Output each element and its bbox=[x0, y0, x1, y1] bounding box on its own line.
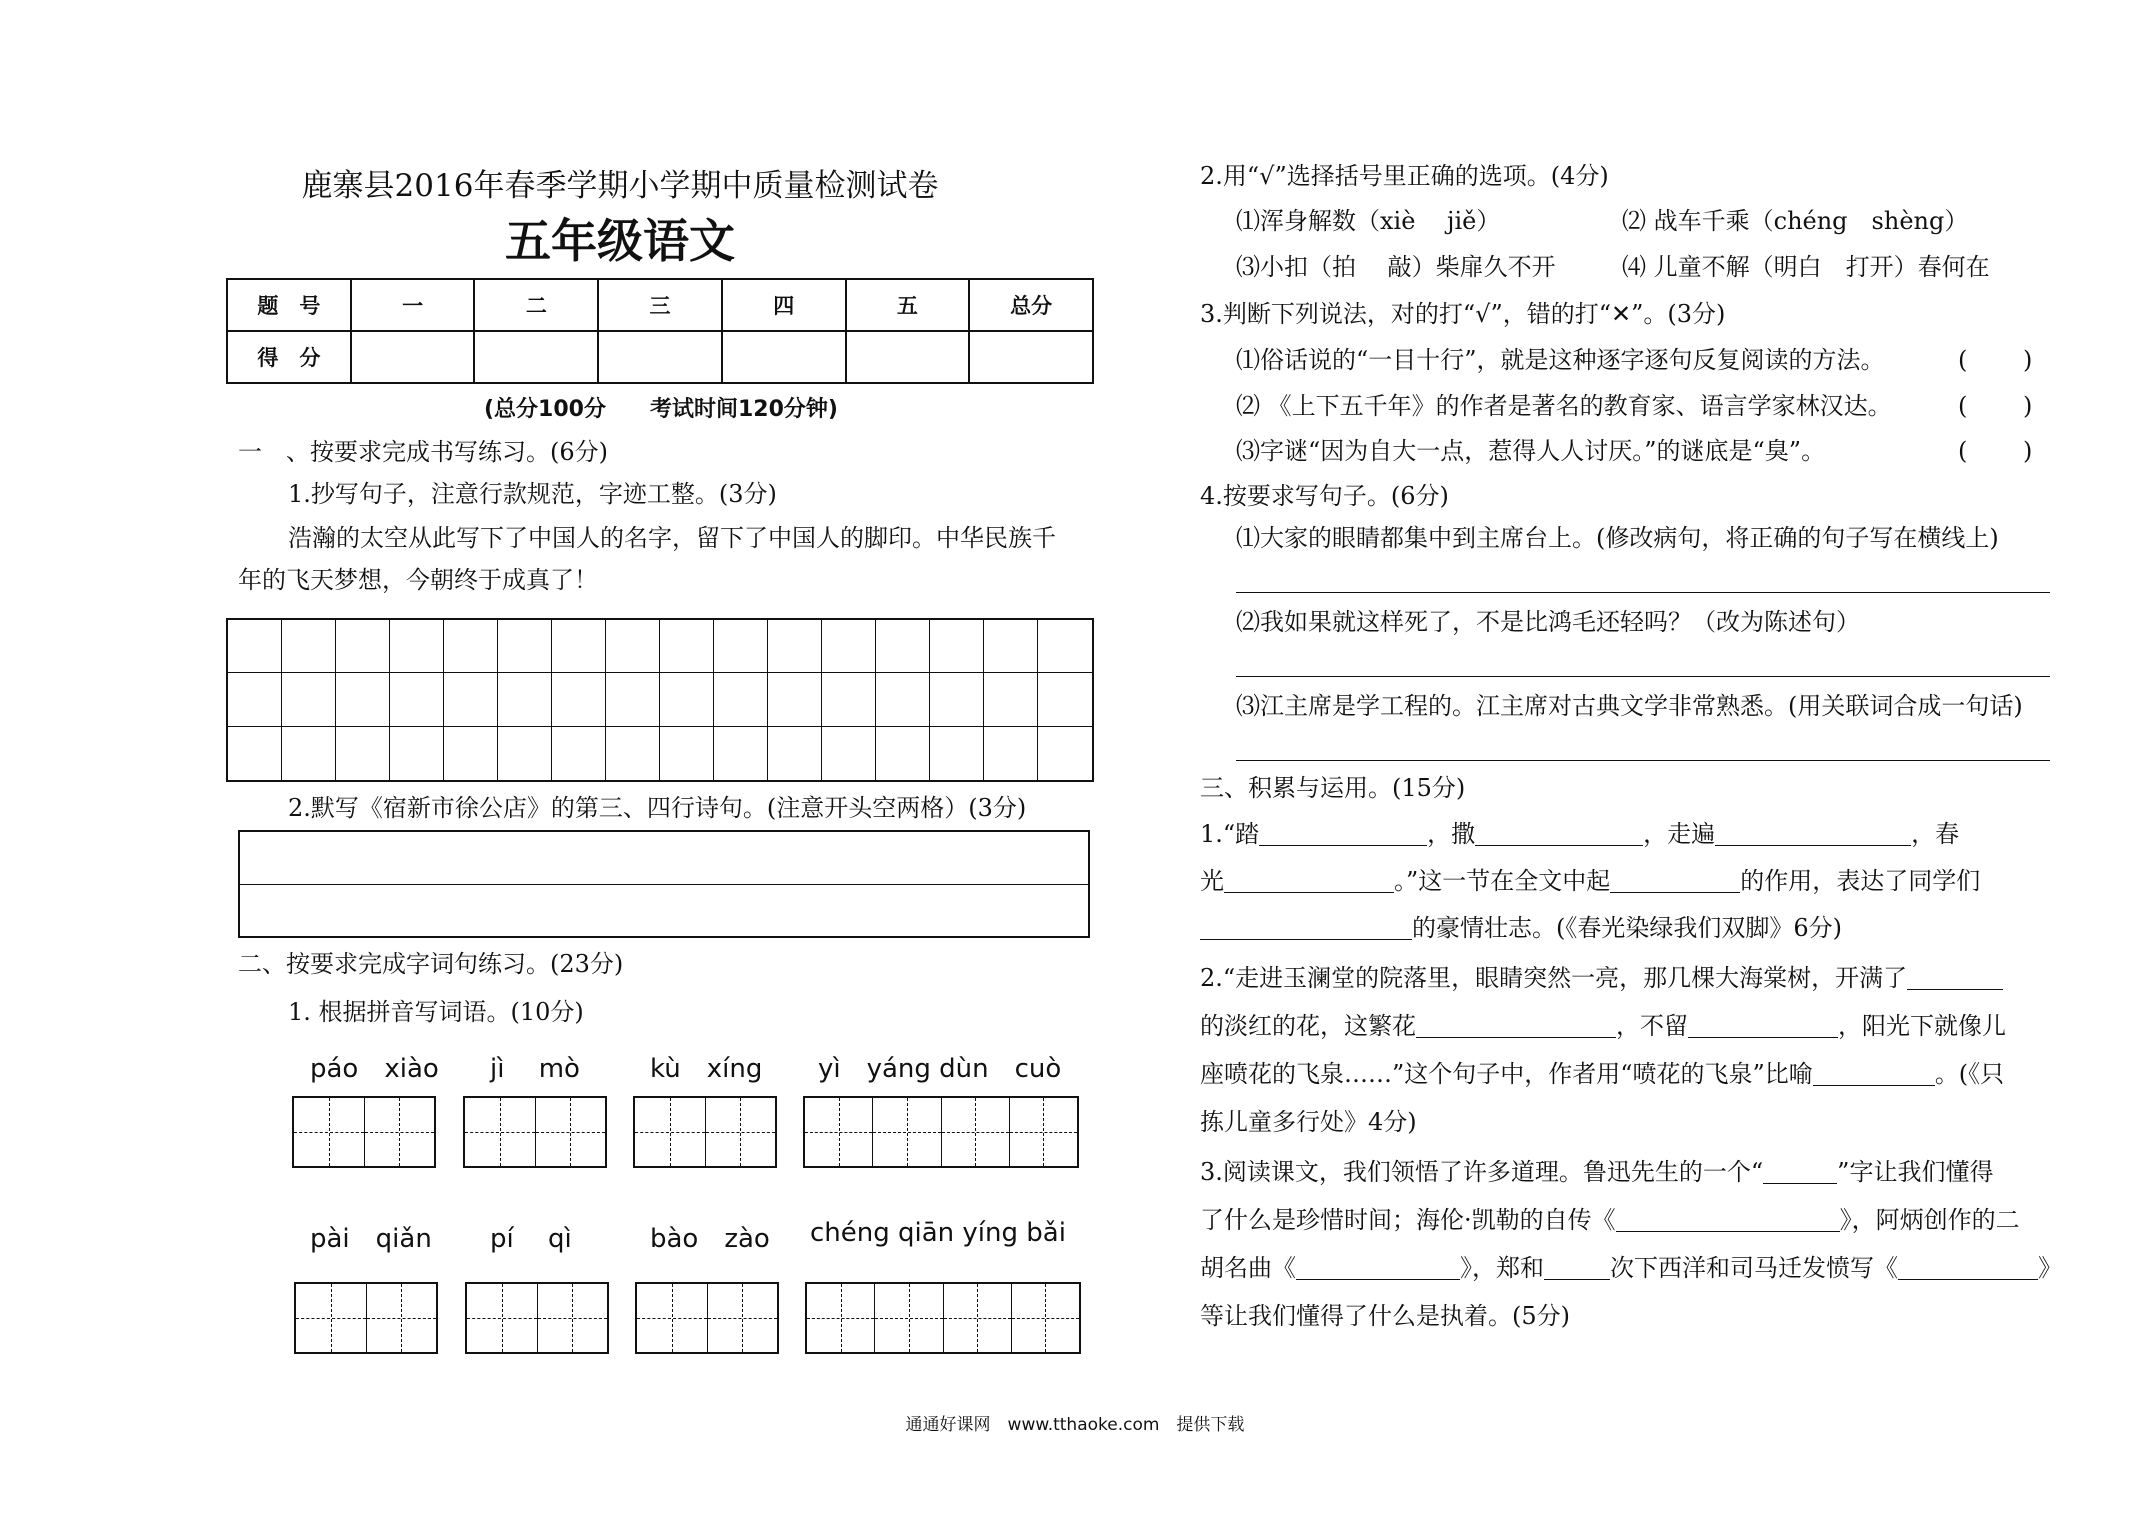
exam-title: 鹿寨县2016年春季学期小学期中质量检测试卷 bbox=[301, 168, 939, 204]
fill-text: 。(《只 bbox=[1934, 1060, 2005, 1088]
pinyin-label: bào zào bbox=[650, 1224, 770, 1254]
section-1-title: 一 、按要求完成书写练习。(6分) bbox=[238, 438, 608, 466]
question-text: 3.判断下列说法，对的打“√”，错的打“✕”。(3分) bbox=[1200, 300, 1726, 328]
blank[interactable] bbox=[1688, 1014, 1838, 1038]
blank[interactable] bbox=[1416, 1014, 1616, 1038]
score-label: 得 分 bbox=[227, 331, 351, 383]
fill-line: 等让我们懂得了什么是执着。(5分) bbox=[1200, 1302, 1570, 1330]
section-3-title: 三、积累与运用。(15分) bbox=[1200, 774, 1466, 802]
fill-text: 3.阅读课文，我们领悟了许多道理。鲁迅先生的一个“ bbox=[1200, 1158, 1764, 1186]
score-cell: 三 bbox=[598, 279, 722, 331]
fill-text: 1.“踏 bbox=[1200, 820, 1260, 848]
score-input-cell[interactable] bbox=[722, 331, 846, 383]
answer-line[interactable] bbox=[1236, 676, 2050, 677]
fill-text: 的豪情壮志。(《春光染绿我们双脚》6分) bbox=[1412, 914, 1842, 942]
exam-subtitle: 五年级语文 bbox=[505, 214, 735, 268]
fill-text: ，走遍 bbox=[1643, 820, 1716, 848]
score-cell: 总分 bbox=[969, 279, 1093, 331]
score-table-score-row bbox=[227, 331, 1093, 383]
judge-item: ⑴俗话说的“一目十行”，就是这种逐字逐句反复阅读的方法。 bbox=[1236, 346, 1885, 374]
pinyin-label: pí qì bbox=[490, 1224, 572, 1254]
fill-text: ，撒 bbox=[1427, 820, 1476, 848]
tianzi-box[interactable] bbox=[463, 1096, 607, 1168]
fill-text: 了什么是珍惜时间；海伦·凯勒的自传《 bbox=[1200, 1206, 1616, 1234]
tianzi-box[interactable] bbox=[465, 1282, 609, 1354]
pinyin-label: chéng qiān yíng bǎi bbox=[810, 1218, 1066, 1248]
blank[interactable] bbox=[1907, 966, 2003, 990]
fill-line bbox=[1200, 1010, 2006, 1042]
fill-text: 2.“走进玉澜堂的院落里，眼睛突然一亮，那几棵大海棠树，开满了 bbox=[1200, 964, 1908, 992]
tianzi-box[interactable] bbox=[803, 1096, 1079, 1168]
fill-text: 》，阿炳创作的二 bbox=[1839, 1206, 2020, 1234]
score-input-cell[interactable] bbox=[474, 331, 598, 383]
writing-grid[interactable] bbox=[226, 618, 1094, 782]
score-table bbox=[226, 278, 1094, 384]
judge-paren[interactable]: ( ) bbox=[1958, 437, 2033, 465]
blank[interactable] bbox=[1544, 1256, 1610, 1280]
fill-text: 。”这一节在全文中起 bbox=[1394, 867, 1611, 895]
fill-line bbox=[1200, 1058, 2004, 1090]
blank[interactable] bbox=[1200, 916, 1412, 940]
copy-sentence: 浩瀚的太空从此写下了中国人的名字，留下了中国人的脚印。中华民族千 bbox=[288, 524, 1056, 552]
fill-line bbox=[1200, 1156, 1993, 1188]
fill-text: 的作用，表达了同学们 bbox=[1740, 867, 1981, 895]
option-text: ⑶小扣（拍 敲）柴扉久不开 bbox=[1236, 253, 1556, 281]
fill-text: 》 bbox=[2038, 1254, 2062, 1282]
score-table-header-row bbox=[227, 279, 1093, 331]
fill-line bbox=[1200, 865, 1980, 897]
fill-line bbox=[1200, 818, 1959, 850]
sentence-item: ⑶江主席是学工程的。江主席对古典文学非常熟悉。(用关联词合成一句话) bbox=[1236, 692, 2023, 720]
judge-item: ⑵ 《上下五千年》的作者是著名的教育家、语言学家林汉达。 bbox=[1236, 392, 1892, 420]
blank[interactable] bbox=[1813, 1062, 1935, 1086]
score-input-cell[interactable] bbox=[351, 331, 475, 383]
copy-sentence: 年的飞天梦想，今朝终于成真了！ bbox=[238, 566, 598, 594]
question-text: 1. 根据拼音写词语。(10分) bbox=[288, 998, 584, 1026]
sentence-item: ⑴大家的眼睛都集中到主席台上。(修改病句，将正确的句子写在横线上) bbox=[1236, 524, 1999, 552]
blank[interactable] bbox=[1763, 1160, 1837, 1184]
blank[interactable] bbox=[1475, 822, 1643, 846]
blank[interactable] bbox=[1259, 822, 1427, 846]
tianzi-box[interactable] bbox=[805, 1282, 1081, 1354]
section-2-title: 二、按要求完成字词句练习。(23分) bbox=[238, 950, 624, 978]
judge-item: ⑶字谜“因为自大一点，惹得人人讨厌。”的谜底是“臭”。 bbox=[1236, 437, 1826, 465]
tianzi-box[interactable] bbox=[294, 1282, 438, 1354]
blank[interactable] bbox=[1224, 869, 1394, 893]
score-input-cell[interactable] bbox=[598, 331, 722, 383]
judge-paren[interactable]: ( ) bbox=[1958, 346, 2033, 374]
poem-answer-box[interactable] bbox=[238, 830, 1090, 938]
fill-text: 的淡红的花，这繁花 bbox=[1200, 1012, 1416, 1040]
fill-line bbox=[1200, 1252, 2062, 1284]
question-text: 2.用“√”选择括号里正确的选项。(4分) bbox=[1200, 162, 1609, 190]
option-text: ⑵ 战车千乘（chéng shèng） bbox=[1622, 207, 1969, 235]
question-text: 4.按要求写句子。(6分) bbox=[1200, 482, 1449, 510]
fill-line: 拣儿童多行处》4分) bbox=[1200, 1108, 1417, 1136]
footer-credit: 通通好课网 www.tthaoke.com 提供下载 bbox=[905, 1415, 1245, 1435]
blank[interactable] bbox=[1715, 822, 1911, 846]
tianzi-box[interactable] bbox=[633, 1096, 777, 1168]
exam-info: (总分100分 考试时间120分钟) bbox=[484, 397, 838, 422]
fill-text: ，不留 bbox=[1616, 1012, 1688, 1040]
score-cell: 四 bbox=[722, 279, 846, 331]
pinyin-label: páo xiào bbox=[310, 1054, 439, 1084]
fill-text: ，阳光下就像儿 bbox=[1838, 1012, 2006, 1040]
fill-text: ，春 bbox=[1911, 820, 1960, 848]
blank[interactable] bbox=[1296, 1256, 1460, 1280]
fill-text: ”字让我们懂得 bbox=[1837, 1158, 1994, 1186]
tianzi-box[interactable] bbox=[292, 1096, 436, 1168]
question-text: 1.抄写句子，注意行款规范，字迹工整。(3分) bbox=[288, 480, 777, 508]
judge-paren[interactable]: ( ) bbox=[1958, 392, 2033, 420]
sentence-item: ⑵我如果就这样死了，不是比鸿毛还轻吗？（改为陈述句） bbox=[1236, 608, 1860, 636]
pinyin-label: kù xíng bbox=[650, 1054, 763, 1084]
option-text: ⑴浑身解数（xiè jiě） bbox=[1236, 207, 1501, 235]
blank[interactable] bbox=[1898, 1256, 2038, 1280]
option-text: ⑷ 儿童不解（明白 打开）春何在 bbox=[1622, 253, 1990, 281]
blank[interactable] bbox=[1616, 1208, 1840, 1232]
score-input-cell[interactable] bbox=[969, 331, 1093, 383]
fill-text: 座喷花的飞泉……”这个句子中，作者用“喷花的飞泉”比喻 bbox=[1200, 1060, 1813, 1088]
pinyin-label: pài qiǎn bbox=[310, 1224, 432, 1254]
blank[interactable] bbox=[1610, 869, 1740, 893]
fill-text: 次下西洋和司马迁发愤写《 bbox=[1610, 1254, 1898, 1282]
pinyin-label: jì mò bbox=[490, 1054, 580, 1084]
score-cell: 二 bbox=[474, 279, 598, 331]
fill-text: 胡名曲《 bbox=[1200, 1254, 1296, 1282]
fill-line bbox=[1200, 1204, 2020, 1236]
score-cell: 题 号 bbox=[227, 279, 351, 331]
question-text: 2.默写《宿新市徐公店》的第三、四行诗句。(注意开头空两格）(3分) bbox=[288, 794, 1027, 822]
fill-line bbox=[1200, 912, 1842, 944]
score-input-cell[interactable] bbox=[846, 331, 970, 383]
tianzi-box[interactable] bbox=[635, 1282, 779, 1354]
score-cell: 五 bbox=[846, 279, 970, 331]
answer-line[interactable] bbox=[1236, 760, 2050, 761]
pinyin-label: yì yáng dùn cuò bbox=[818, 1054, 1062, 1084]
fill-text: 光 bbox=[1200, 867, 1224, 895]
score-cell: 一 bbox=[351, 279, 475, 331]
answer-line[interactable] bbox=[1236, 592, 2050, 593]
fill-line bbox=[1200, 962, 2003, 994]
fill-text: 》，郑和 bbox=[1460, 1254, 1544, 1282]
